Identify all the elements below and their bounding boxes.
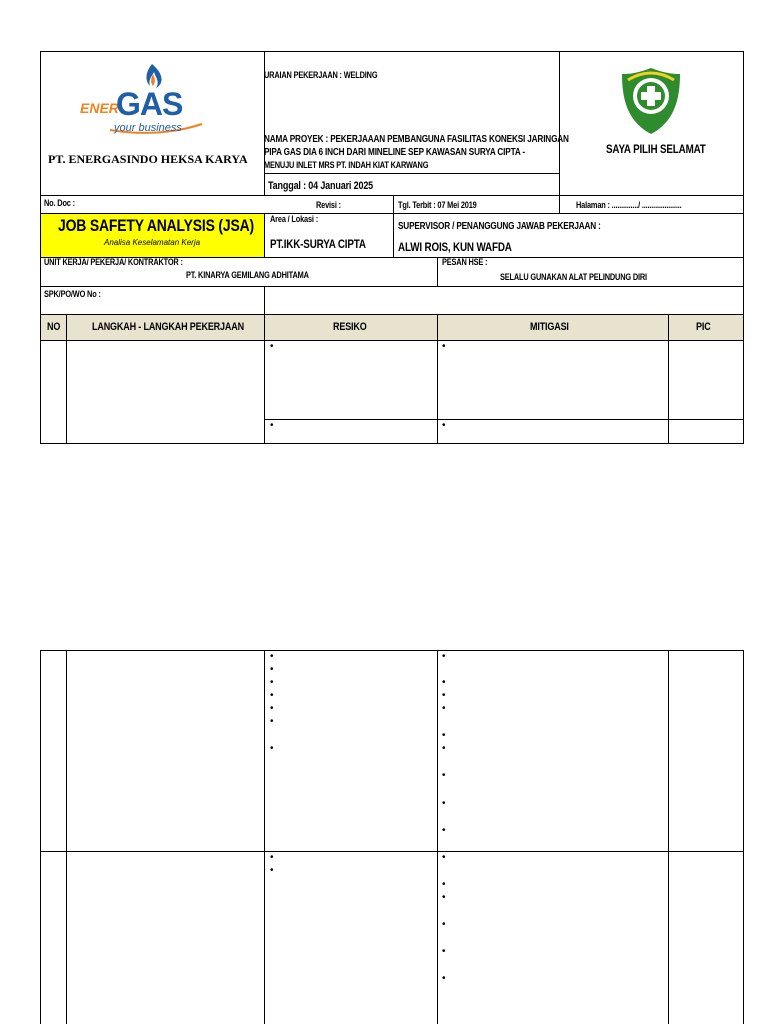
project-line-2: PIPA GAS DIA 6 INCH DARI MINELINE SEP KAWASAN SURYA CIPTA - xyxy=(264,147,525,158)
bullet: • xyxy=(442,919,446,930)
no-doc: No. Doc : xyxy=(44,198,75,208)
bullet: • xyxy=(270,703,274,714)
col-header-mitigasi: MITIGASI xyxy=(530,321,569,333)
bullet: • xyxy=(442,690,446,701)
bullet: • xyxy=(442,973,446,984)
col-header-pic: PIC xyxy=(696,321,711,333)
project-line-1: NAMA PROYEK : PEKERJAAAN PEMBANGUNA FASILITAS KONEKSI JARINGAN xyxy=(264,134,569,145)
bullet: • xyxy=(442,825,446,836)
bullet: • xyxy=(442,892,446,903)
tanggal: Tanggal : 04 Januari 2025 xyxy=(268,180,374,192)
bullet: • xyxy=(270,677,274,688)
bullet: • xyxy=(270,852,274,863)
safety-slogan: SAYA PILIH SELAMAT xyxy=(606,142,706,156)
area-label: Area / Lokasi : xyxy=(270,214,318,224)
bullet: • xyxy=(442,420,446,431)
area-value: PT.IKK-SURYA CIPTA xyxy=(270,237,366,251)
bullet: • xyxy=(442,770,446,781)
bullet: • xyxy=(442,651,446,662)
bullet: • xyxy=(442,730,446,741)
energas-logo xyxy=(70,60,210,140)
bullet: • xyxy=(442,677,446,688)
bullet: • xyxy=(270,865,274,876)
bullet: • xyxy=(270,743,274,754)
unit-kerja-label: UNIT KERJA/ PEKERJA/ KONTRAKTOR : xyxy=(44,257,183,267)
bullet: • xyxy=(270,690,274,701)
unit-kerja-value: PT. KINARYA GEMILANG ADHITAMA xyxy=(186,270,309,280)
logo-prefix: ENER xyxy=(80,100,119,116)
col-header-langkah: LANGKAH - LANGKAH PEKERJAAN xyxy=(92,321,244,333)
bullet: • xyxy=(442,946,446,957)
revisi: Revisi : xyxy=(316,200,341,210)
halaman: Halaman : ............../ ..................... xyxy=(576,200,682,210)
supervisor-value: ALWI ROIS, KUN WAFDA xyxy=(398,240,512,254)
jsa-subtitle: Analisa Keselamatan Kerja xyxy=(104,238,201,247)
bullet: • xyxy=(442,798,446,809)
shield-cross-icon xyxy=(616,66,686,136)
project-line-3: MENUJU INLET MRS PT. INDAH KIAT KARWANG xyxy=(264,160,429,170)
logo-tagline: your business xyxy=(114,122,182,134)
bullet: • xyxy=(270,341,274,352)
logo-main: GAS xyxy=(116,86,183,122)
supervisor-label: SUPERVISOR / PENANGGUNG JAWAB PEKERJAAN : xyxy=(398,221,601,232)
pesan-hse-value: SELALU GUNAKAN ALAT PELINDUNG DIRI xyxy=(500,272,647,282)
col-header-resiko: RESIKO xyxy=(333,321,367,333)
bullet: • xyxy=(270,716,274,727)
tgl-terbit: Tgl. Terbit : 07 Mei 2019 xyxy=(398,200,477,210)
pesan-hse-label: PESAN HSE : xyxy=(442,257,488,267)
bullet: • xyxy=(442,852,446,863)
bullet: • xyxy=(270,420,274,431)
bullet: • xyxy=(270,664,274,675)
bullet: • xyxy=(442,743,446,754)
safety-shield-logo xyxy=(606,66,712,166)
bullet: • xyxy=(442,341,446,352)
bullet: • xyxy=(442,703,446,714)
uraian-pekerjaan: URAIAN PEKERJAAN : WELDING xyxy=(264,70,378,80)
company-name: PT. ENERGASINDO HEKSA KARYA xyxy=(48,152,248,166)
spk-label: SPK/PO/WO No : xyxy=(44,289,101,299)
jsa-title: JOB SAFETY ANALYSIS (JSA) xyxy=(58,216,255,235)
col-header-no: NO xyxy=(47,321,61,333)
bullet: • xyxy=(442,879,446,890)
bullet: • xyxy=(270,651,274,662)
